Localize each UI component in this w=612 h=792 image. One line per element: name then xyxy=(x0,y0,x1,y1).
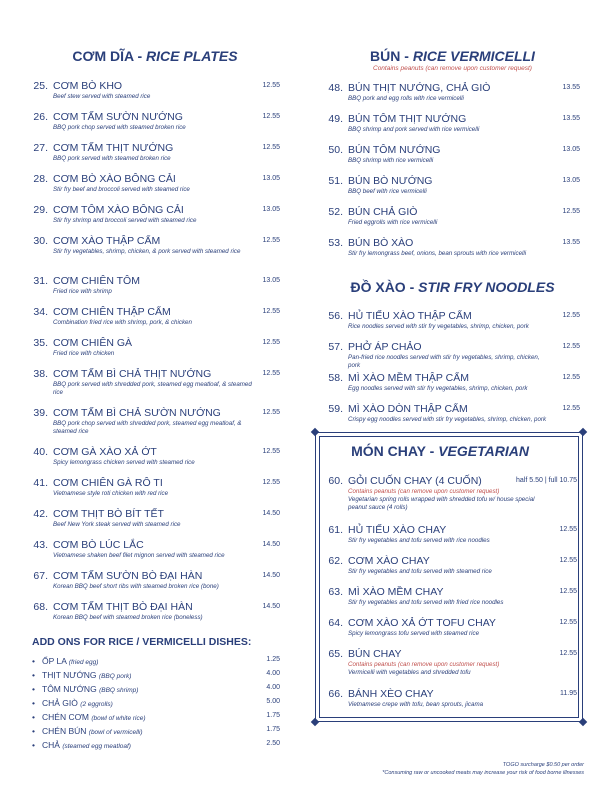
addon-name: CHÉN BÚN xyxy=(42,726,87,736)
addon-name: ỐP LA xyxy=(42,656,67,666)
item-name: CƠM BÒ KHO xyxy=(53,80,123,92)
item-number: 51. xyxy=(328,175,343,187)
item-description: Stir fry vegetables, shrimp, chicken, & pork served with steamed rice xyxy=(53,248,241,255)
item-name: CƠM TẤM THỊT NƯỚNG xyxy=(53,142,174,154)
addon-name-wrap xyxy=(42,684,138,694)
item-number: 58. xyxy=(328,372,343,384)
item-name: CƠM TẤM BÌ CHẢ SƯỜN NƯỚNG xyxy=(53,407,221,419)
item-name: CƠM CHIÊN GÀ xyxy=(53,337,133,349)
item-description: Spicy lemongrass tofu served with steamed rice xyxy=(348,630,480,637)
item-description: Beef New York steak served with steamed rice xyxy=(53,521,181,528)
item-description: BBQ pork chop served with steamed broken rice xyxy=(53,124,186,131)
item-number: 65. xyxy=(328,648,343,660)
item-name: BÚN TÔM NƯỚNG xyxy=(348,144,441,156)
item-description: Korean BBQ beef with steamed broken rice (boneless) xyxy=(53,614,203,621)
addons-title: ADD ONS FOR RICE / VERMICELLI DISHES: xyxy=(32,636,252,648)
item-description: Fried rice with shrimp xyxy=(53,288,112,295)
item-description: Stir fry vegetables and tofu served with rice noodles xyxy=(348,537,490,544)
item-name: BÚN BÒ XÀO xyxy=(348,237,414,249)
item-number: 61. xyxy=(328,524,343,536)
item-description: Vegetarian spring rolls wrapped with shredded tofu w/ house special peanut sauce (4 rolls) xyxy=(348,496,535,511)
item-description: Fried rice with chicken xyxy=(53,350,115,357)
addon-price: 4.00 xyxy=(266,684,280,691)
item-name: GỎI CUỐN CHAY (4 CUỐN) xyxy=(348,475,482,487)
item-number: 26. xyxy=(33,111,48,123)
vermicelli-title-vn: BÚN - xyxy=(370,48,413,64)
item-allergen-note: Contains peanuts (can remove upon customer request) xyxy=(348,661,500,668)
item-price: 13.05 xyxy=(262,175,280,182)
item-number: 49. xyxy=(328,113,343,125)
item-number: 40. xyxy=(33,446,48,458)
item-price: 12.55 xyxy=(559,557,577,564)
item-name: CƠM CHIÊN TÔM xyxy=(53,275,140,287)
item-number: 48. xyxy=(328,82,343,94)
rice-plates-title-vn: CƠM DĨA - xyxy=(72,48,147,64)
item-price: 12.55 xyxy=(562,374,580,381)
addon-name: CHẢ xyxy=(42,740,60,750)
item-description: BBQ shrimp with rice vermicelli xyxy=(348,157,434,164)
item-number: 38. xyxy=(33,368,48,380)
item-name: HỦ TIẾU XÀO CHAY xyxy=(348,524,447,536)
item-price: 12.55 xyxy=(262,448,280,455)
item-name: CƠM CHIÊN GÀ RÔ TI xyxy=(53,477,163,489)
item-price: 13.55 xyxy=(562,239,580,246)
item-price: 12.55 xyxy=(262,409,280,416)
item-number: 59. xyxy=(328,403,343,415)
item-price: 12.55 xyxy=(262,370,280,377)
addon-note: (fried egg) xyxy=(68,659,99,666)
stir-fry-title-vn: ĐỒ XÀO - xyxy=(350,279,419,295)
item-price: 14.50 xyxy=(262,572,280,579)
item-price: 14.50 xyxy=(262,510,280,517)
item-price: 13.05 xyxy=(262,206,280,213)
item-description: BBQ pork served with steamed broken rice xyxy=(53,155,171,162)
vermicelli-title xyxy=(325,48,580,64)
rice-plates-title xyxy=(30,48,280,64)
item-description: BBQ shrimp and pork served with rice vermicelli xyxy=(348,126,480,133)
addon-name-wrap xyxy=(42,740,131,750)
item-price: 14.50 xyxy=(262,603,280,610)
stir-fry-title xyxy=(325,279,580,295)
item-number: 27. xyxy=(33,142,48,154)
item-name: CƠM GÀ XÀO XẢ ỚT xyxy=(53,446,157,458)
item-description: Fried eggrolls with rice vermicelli xyxy=(348,219,438,226)
item-price: 13.05 xyxy=(562,177,580,184)
addon-price: 2.50 xyxy=(266,740,280,747)
addon-note: (2 eggrolls) xyxy=(80,701,113,708)
item-name: MÌ XÀO MỀM CHAY xyxy=(348,586,444,598)
item-price: 12.55 xyxy=(262,237,280,244)
item-description: Vietnamese style roti chicken with red rice xyxy=(53,490,169,497)
item-number: 62. xyxy=(328,555,343,567)
addon-name-wrap xyxy=(42,712,146,722)
item-number: 25. xyxy=(33,80,48,92)
item-price: 12.55 xyxy=(262,308,280,315)
item-price: 12.55 xyxy=(262,82,280,89)
item-name: CƠM TẤM THỊT BÒ ĐẠI HÀN xyxy=(53,601,193,613)
bullet-icon: • xyxy=(32,670,35,680)
addon-note: (bowl of vermicelli) xyxy=(88,729,143,736)
item-number: 34. xyxy=(33,306,48,318)
item-description: Stir fry lemongrass beef, onions, bean sprouts with rice vermicelli xyxy=(348,250,527,257)
item-description: Beef stew served with steamed rice xyxy=(53,93,151,100)
item-price: 12.55 xyxy=(262,113,280,120)
corner-ornament xyxy=(311,718,319,726)
stir-fry-title-en: STIR FRY NOODLES xyxy=(418,279,555,295)
item-description: Stir fry vegetables and tofu served with steamed rice xyxy=(348,568,492,575)
item-name: CƠM TÔM XÀO BÔNG CẢI xyxy=(53,204,184,216)
item-number: 31. xyxy=(33,275,48,287)
addon-price: 5.00 xyxy=(266,698,280,705)
item-name: PHỞ ÁP CHẢO xyxy=(348,341,422,353)
item-number: 57. xyxy=(328,341,343,353)
addon-note: (bowl of white rice) xyxy=(91,715,146,722)
bullet-icon: • xyxy=(32,740,35,750)
addon-note: (BBQ shrimp) xyxy=(99,687,139,694)
item-number: 56. xyxy=(328,310,343,322)
item-description: BBQ pork served with shredded pork, steamed egg meatloaf, & steamed rice xyxy=(53,381,252,396)
item-number: 67. xyxy=(33,570,48,582)
item-description: Vietnamese shaken beef filet mignon served with steamed rice xyxy=(53,552,225,559)
item-description: Crispy egg noodles served with stir fry vegetables, shrimp, chicken, pork xyxy=(348,416,547,423)
item-description: Stir fry beef and broccoli served with steamed rice xyxy=(53,186,190,193)
item-name: BÚN CHAY xyxy=(348,648,402,660)
item-number: 64. xyxy=(328,617,343,629)
addon-name-wrap xyxy=(42,726,143,736)
item-number: 50. xyxy=(328,144,343,156)
item-price: 12.55 xyxy=(559,650,577,657)
item-price: 12.55 xyxy=(559,588,577,595)
item-price: 13.05 xyxy=(262,277,280,284)
addon-name: CHÉN CƠM xyxy=(42,712,89,722)
item-name: CƠM CHIÊN THẬP CẨM xyxy=(53,306,171,318)
item-description: Egg noodles served with stir fry vegetables, shrimp, chicken, pork xyxy=(348,385,528,392)
item-description: Combination fried rice with shrimp, pork, & chicken xyxy=(53,319,192,326)
item-number: 42. xyxy=(33,508,48,520)
item-number: 52. xyxy=(328,206,343,218)
item-name: CƠM BÒ XÀO BÔNG CẢI xyxy=(53,173,176,185)
item-name: BÁNH XÈO CHAY xyxy=(348,688,434,700)
item-number: 60. xyxy=(328,475,343,487)
item-price: 13.55 xyxy=(562,84,580,91)
item-name: BÚN TÔM THỊT NƯỚNG xyxy=(348,113,467,125)
item-number: 28. xyxy=(33,173,48,185)
addon-name: THỊT NƯỚNG xyxy=(42,670,97,680)
item-name: CƠM TẤM SƯỜN NƯỚNG xyxy=(53,111,183,123)
item-price: 12.55 xyxy=(562,405,580,412)
item-name: CƠM THỊT BÒ BÍT TẾT xyxy=(53,508,164,520)
addon-price: 1.75 xyxy=(266,712,280,719)
food-safety-warning: *Consuming raw or uncooked meats may increase your risk of food borne illnesses xyxy=(382,770,584,776)
item-number: 30. xyxy=(33,235,48,247)
item-name: BÚN CHẢ GIÒ xyxy=(348,206,418,218)
item-price: 12.55 xyxy=(562,208,580,215)
item-number: 43. xyxy=(33,539,48,551)
addon-price: 1.75 xyxy=(266,726,280,733)
item-number: 29. xyxy=(33,204,48,216)
item-description: Vermicelli with vegetables and shredded tofu xyxy=(348,669,471,676)
item-price: 11.95 xyxy=(560,690,577,697)
addon-name-wrap xyxy=(42,670,131,680)
item-name: CƠM BÒ LÚC LẮC xyxy=(53,539,144,551)
vermicelli-title-en: RICE VERMICELLI xyxy=(412,48,535,64)
bullet-icon: • xyxy=(32,656,35,666)
addon-name-wrap xyxy=(42,656,98,666)
item-name: HỦ TIẾU XÀO THẬP CẨM xyxy=(348,310,472,322)
bullet-icon: • xyxy=(32,684,35,694)
bullet-icon: • xyxy=(32,712,35,722)
rice-plates-title-en: RICE PLATES xyxy=(146,48,238,64)
item-number: 39. xyxy=(33,407,48,419)
item-number: 63. xyxy=(328,586,343,598)
addon-price: 1.25 xyxy=(266,656,280,663)
item-price: 13.05 xyxy=(562,146,580,153)
item-price: 12.55 xyxy=(262,339,280,346)
item-price: 12.55 xyxy=(562,343,580,350)
item-number: 68. xyxy=(33,601,48,613)
item-price: 14.50 xyxy=(262,541,280,548)
vegetarian-title-en: VEGETARIAN xyxy=(438,443,529,459)
addon-price: 4.00 xyxy=(266,670,280,677)
item-price: 13.55 xyxy=(562,115,580,122)
vermicelli-peanut-note: Contains peanuts (can remove upon customer request) xyxy=(373,65,532,72)
item-number: 35. xyxy=(33,337,48,349)
addon-name: TÔM NƯỚNG xyxy=(42,684,97,694)
addon-note: (steamed egg meatloaf) xyxy=(62,743,131,750)
corner-ornament xyxy=(579,718,587,726)
corner-ornament xyxy=(311,428,319,436)
item-price: 12.55 xyxy=(559,619,577,626)
addon-note: (BBQ pork) xyxy=(98,673,132,680)
item-price: 12.55 xyxy=(559,526,577,533)
item-name: CƠM XÀO XẢ ỚT TOFU CHAY xyxy=(348,617,496,629)
item-description: Rice noodles served with stir fry vegetables, shrimp, chicken, pork xyxy=(348,323,529,330)
item-number: 66. xyxy=(328,688,343,700)
addon-name-wrap xyxy=(42,698,113,708)
item-number: 53. xyxy=(328,237,343,249)
item-description: Vietnamese crepe with tofu, bean sprouts, jicama xyxy=(348,701,484,708)
item-price: 12.55 xyxy=(262,144,280,151)
corner-ornament xyxy=(579,428,587,436)
vegetarian-title-vn: MÓN CHAY - xyxy=(351,443,439,459)
togo-surcharge-note: TOGO surcharge $0.50 per order xyxy=(502,762,584,768)
item-description: Stir fry shrimp and broccoli served with steamed rice xyxy=(53,217,197,224)
item-name: BÚN THỊT NƯỚNG, CHẢ GIÒ xyxy=(348,82,491,94)
bullet-icon: • xyxy=(32,726,35,736)
item-number: 41. xyxy=(33,477,48,489)
item-name: CƠM XÀO CHAY xyxy=(348,555,430,567)
addon-name: CHẢ GIÒ xyxy=(42,698,78,708)
item-name: CƠM XÀO THẬP CẨM xyxy=(53,235,161,247)
item-name: CƠM TẤM SƯỜN BÒ ĐẠI HÀN xyxy=(53,570,203,582)
item-name: CƠM TẤM BÌ CHẢ THỊT NƯỚNG xyxy=(53,368,212,380)
vegetarian-title xyxy=(340,443,540,459)
item-description: Spicy lemongrass chicken served with steamed rice xyxy=(53,459,195,466)
item-name: MÌ XÀO DÒN THẬP CẨM xyxy=(348,403,468,415)
item-name: MÌ XÀO MỀM THẬP CẨM xyxy=(348,372,469,384)
item-price: half 5.50 | full 10.75 xyxy=(516,477,577,484)
item-description: BBQ pork chop served with shredded pork, steamed egg meatloaf, & steamed rice xyxy=(53,420,242,435)
item-description: Korean BBQ beef short ribs with steamed broken rice (bone) xyxy=(53,583,219,590)
item-allergen-note: Contains peanuts (can remove upon customer request) xyxy=(348,488,500,495)
item-description: Stir fry vegetables and tofu served with fried rice noodles xyxy=(348,599,504,606)
item-price: 12.55 xyxy=(562,312,580,319)
item-description: Pan-fried rice noodles served with stir fry vegetables, shrimp, chicken, pork xyxy=(348,354,540,369)
item-description: BBQ pork and egg rolls with rice vermicelli xyxy=(348,95,464,102)
item-price: 12.55 xyxy=(262,479,280,486)
item-description: BBQ beef with rice vermicelli xyxy=(348,188,427,195)
bullet-icon: • xyxy=(32,698,35,708)
item-name: BÚN BÒ NƯỚNG xyxy=(348,175,433,187)
